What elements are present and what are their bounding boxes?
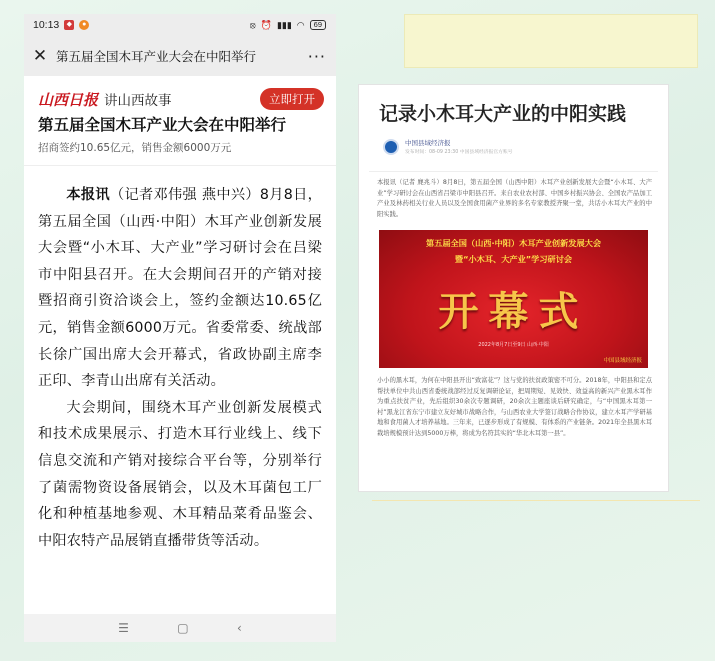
article-paragraph-1: [38, 182, 322, 395]
app-notification-icon-2: ●: [79, 20, 89, 30]
article-paragraph-2: 大会期间，围绕木耳产业创新发展模式和技术成果展示、打造木耳行业线上、线下信息交流和产销对接综合平台等，分别举行了菌需物资设备展销会，以及木耳菌包工厂化和种植基地参观、木耳精品菜肴品鉴会、中阳农特产品展销直播带货等活动。: [38, 399, 322, 549]
masthead: [24, 76, 336, 114]
newspaper-logo: 山西日报: [38, 90, 99, 109]
close-icon[interactable]: ✕: [32, 46, 48, 66]
battery-icon: 69: [310, 20, 326, 30]
background-divider: [372, 500, 700, 501]
phone-screenshot: [24, 14, 336, 642]
banner-title-line-2: 暨“小木耳、大产业”学习研讨会: [454, 254, 573, 264]
banner-opening-ceremony: 开幕式: [438, 288, 589, 335]
card-paragraph-1: 本报讯（记者 麂兆斗）8月8日，第五届全国（山西中阳）木耳产业创新发展大会暨“小木耳、大产业”学习研讨会在山西省吕梁市中阳县召开。来自农业农村部、中国乡村振兴协会、全国农产品加工产业及林药相关行业人员以及全国食用菌产业界的多名专家教授齐聚一堂，共话小木耳大产业的中阳实践。: [377, 179, 652, 218]
article-subhead: 招商签约10.65亿元，销售金额6000万元: [38, 142, 232, 154]
banner-watermark: 中国县域经济报: [603, 358, 642, 364]
lead-text: （记者邓伟强 燕中兴）8月8日，第五届全国（山西·中阳）木耳产业创新发展大会暨“小木耳、大产业”学习研讨会在吕梁市中阳县召开。在大会期间召开的产销对接暨招商引资洽谈会上，签约金额达10.65亿元，销售金额6000万元。省委常委、统战部长徐广国出席大会开幕式，省政协副主席李正印、李青山出席有关活动。: [38, 187, 323, 390]
nav-title: 第五届全国木耳产业大会在中阳举行: [56, 49, 257, 64]
background-tab: [404, 14, 698, 68]
event-banner-image: [379, 230, 648, 368]
menu-icon[interactable]: ☰: [118, 621, 129, 635]
status-time: 10:13: [33, 19, 60, 31]
card-title: 记录小木耳大产业的中阳实践: [379, 103, 627, 125]
nav-bar: [24, 36, 336, 76]
banner-date: 2022年8月7日至9日 山西·中阳: [478, 342, 549, 348]
lead-bold: 本报讯: [66, 187, 110, 203]
system-nav-bar: [24, 614, 336, 642]
source-meta: 发布时间：08-09 23:30 中国县域经济报官方账号: [405, 150, 513, 155]
alarm-icon: ⏰: [260, 19, 272, 30]
source-name: 中国县域经济报: [405, 139, 451, 147]
signal-icon: ▮▮▮: [276, 19, 292, 30]
banner-title-line-1: 第五届全国（山西·中阳）木耳产业创新发展大会: [425, 238, 602, 248]
more-options-icon[interactable]: ···: [307, 46, 326, 66]
article-headline: 第五届全国木耳产业大会在中阳举行: [38, 116, 287, 134]
article-body: [24, 166, 336, 554]
home-icon[interactable]: ▢: [177, 621, 189, 635]
vibrate-icon: ⦻: [249, 19, 256, 30]
open-app-button[interactable]: 立即打开: [260, 88, 324, 110]
newspaper-slogan: 讲山西故事: [104, 93, 172, 109]
wifi-icon: ◠: [296, 19, 305, 30]
source-row: [359, 126, 668, 155]
source-logo-icon: [383, 139, 399, 155]
article-card: [358, 84, 669, 492]
app-notification-icon: ◆: [64, 20, 74, 30]
back-icon[interactable]: ‹: [237, 621, 242, 635]
card-paragraph-2: 小小的黑木耳，为何在中阳县开出“致富花”？这与党的扶贫政策密不可分。2018年，中阳县和定点帮扶单位中共山西省委统战部经过反复调研论证，把周期短、见效快、效益高的新兴产业黑木耳作为重点扶贫产业，先后组织30余次专题调研，20余次主题座谈后研究确定，与“中国黑木耳第一村”黑龙江省东宁市建立友好城市战略合作，与山西农业大学签订战略合作协议，建立木耳产学研基地和食用菌人才培养基地。三年来，已逐步形成了有规模、有体系的产业链条。2021年全县黑木耳栽培规模预计达到5000万棒，将成为名符其实的“华北木耳第一县”。: [377, 377, 652, 437]
status-bar: [24, 14, 336, 36]
